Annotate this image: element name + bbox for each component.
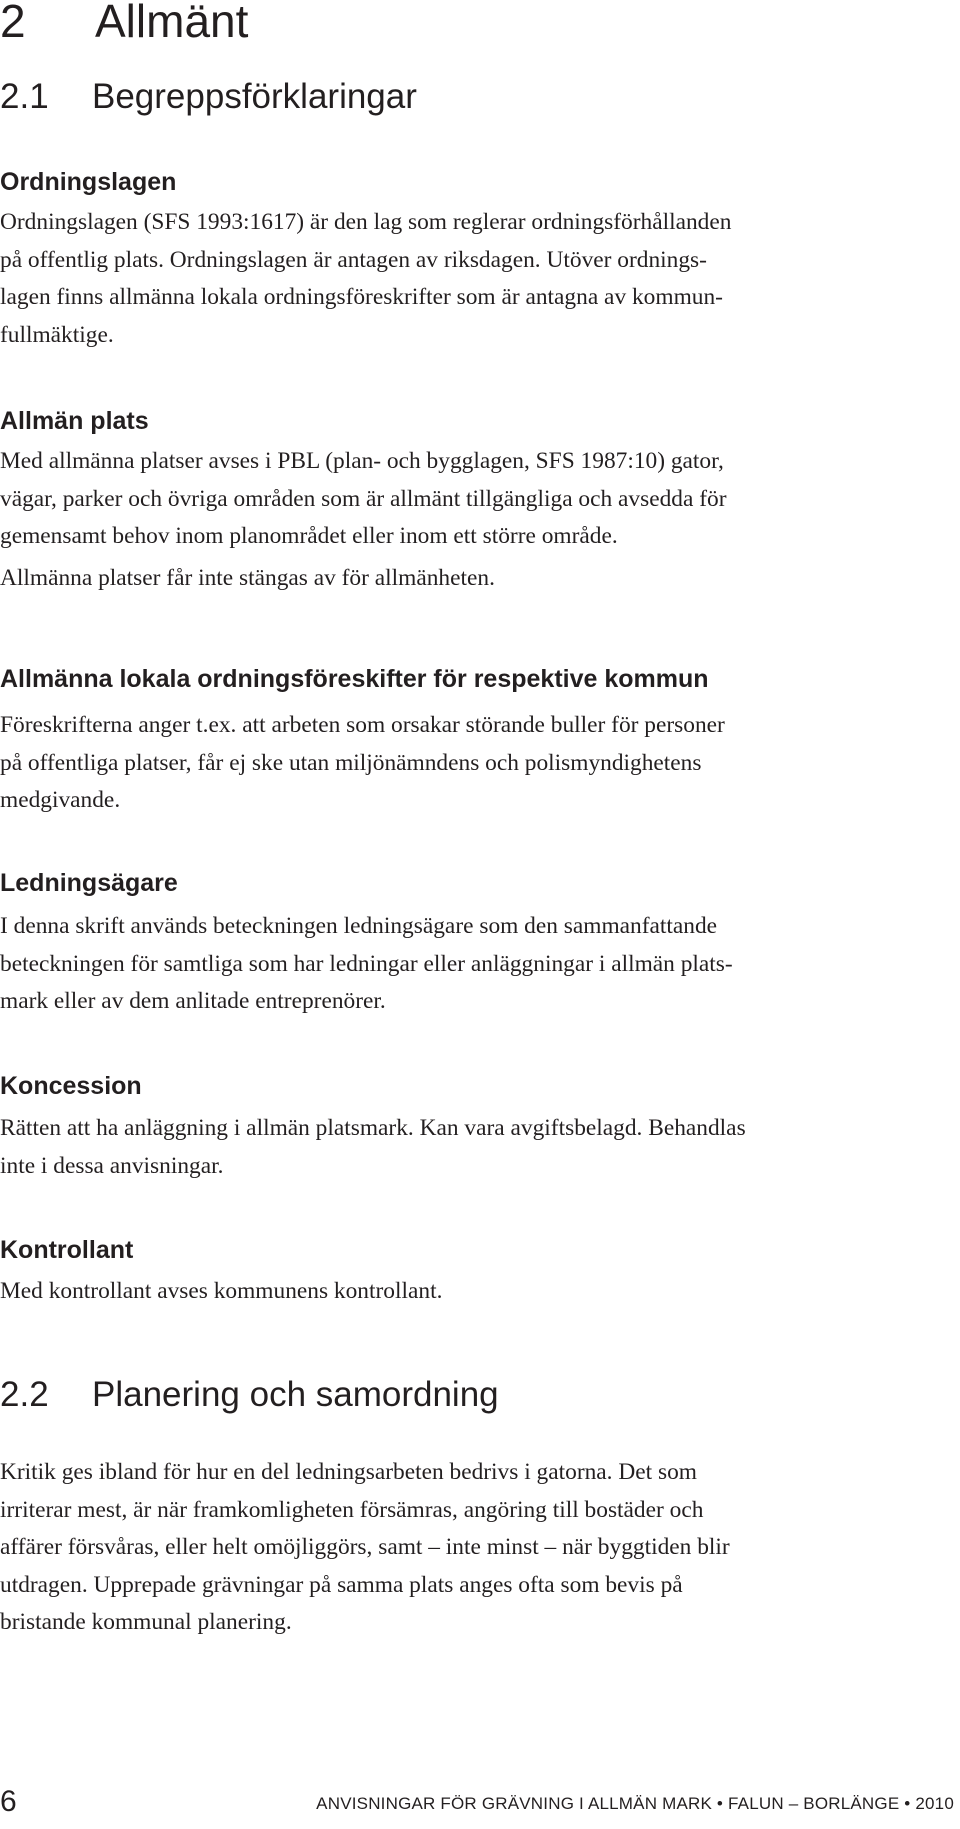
chapter-heading [0, 0, 248, 49]
text-line: Ordningslagen (SFS 1993:1617) är den lag som reglerar ordningsförhållanden [0, 209, 732, 235]
term-heading-ledningsagare: Ledningsägare [0, 869, 178, 897]
text-line: Med kontrollant avses kommunens kontrollant. [0, 1278, 443, 1304]
text-line: lagen finns allmänna lokala ordningsföreskrifter som är antagna av kommun- [0, 284, 723, 311]
text-line: Allmänna platser får inte stängas av för allmänheten. [0, 564, 495, 591]
section-title: Planering och samordning [92, 1375, 499, 1414]
section-heading-2-2 [0, 1374, 499, 1416]
term-heading-lokala-foreskrifter: Allmänna lokala ordningsföreskifter för respektive kommun [0, 665, 709, 693]
text-line: fullmäktige. [0, 321, 114, 348]
section-heading-2-1 [0, 76, 417, 118]
text-line: vägar, parker och övriga områden som är allmänt tillgängliga och avsedda för [0, 485, 727, 512]
term-heading-ordningslagen: Ordningslagen [0, 168, 177, 196]
text-line: medgivande. [0, 787, 121, 814]
section-title: Begreppsförklaringar [92, 77, 417, 116]
text-line: inte i dessa anvisningar. [0, 1152, 224, 1179]
text-line: bristande kommunal planering. [0, 1609, 292, 1636]
text-line: utdragen. Upprepade grävningar på samma plats anges ofta som bevis på [0, 1571, 683, 1598]
text-line: på offentliga platser, får ej ske utan miljönämndens och polismyndighetens [0, 749, 702, 776]
text-line: irriterar mest, är när framkomligheten försämras, angöring till bostäder och [0, 1496, 704, 1523]
text-line: Med allmänna platser avses i PBL (plan- och bygglagen, SFS 1987:10) gator, [0, 448, 724, 474]
text-line: Rätten att ha anläggning i allmän platsmark. Kan vara avgiftsbelagd. Behandlas [0, 1115, 746, 1141]
section-number: 2.2 [0, 1375, 49, 1414]
term-definition-ordningslagen [0, 204, 960, 354]
text-line: affärer försvåras, eller helt omöjliggörs, samt – inte minst – när byggtiden blir [0, 1534, 730, 1561]
term-heading-kontrollant: Kontrollant [0, 1236, 134, 1264]
text-line: gemensamt behov inom planområdet eller inom ett större område. [0, 523, 618, 550]
term-definition-allman-plats [0, 443, 960, 597]
text-line: beteckningen för samtliga som har ledningar eller anläggningar i allmän plats- [0, 950, 733, 977]
section-body-planering [0, 1454, 960, 1642]
text-line: I denna skrift används beteckningen ledningsägare som den sammanfattande [0, 913, 718, 939]
page-number: 6 [0, 1785, 17, 1818]
running-footer: ANVISNINGAR FÖR GRÄVNING I ALLMÄN MARK • FALUN – BORLÄNGE • 2010 [316, 1794, 954, 1813]
term-heading-allman-plats: Allmän plats [0, 407, 149, 435]
text-line: mark eller av dem anlitade entreprenörer. [0, 988, 386, 1015]
text-line: Föreskrifterna anger t.ex. att arbeten som orsakar störande buller för personer [0, 712, 725, 738]
term-heading-koncession: Koncession [0, 1072, 142, 1100]
term-definition-koncession [0, 1110, 960, 1185]
term-definition-lokala-foreskrifter [0, 707, 960, 820]
chapter-number: 2 [0, 0, 26, 47]
section-number: 2.1 [0, 77, 49, 116]
text-line: Kritik ges ibland för hur en del ledningsarbeten bedrivs i gatorna. Det som [0, 1459, 697, 1485]
term-definition-kontrollant [0, 1273, 960, 1311]
chapter-title: Allmänt [95, 0, 249, 47]
term-definition-ledningsagare [0, 908, 960, 1021]
text-line: på offentlig plats. Ordningslagen är antagen av riksdagen. Utöver ordnings- [0, 246, 707, 273]
